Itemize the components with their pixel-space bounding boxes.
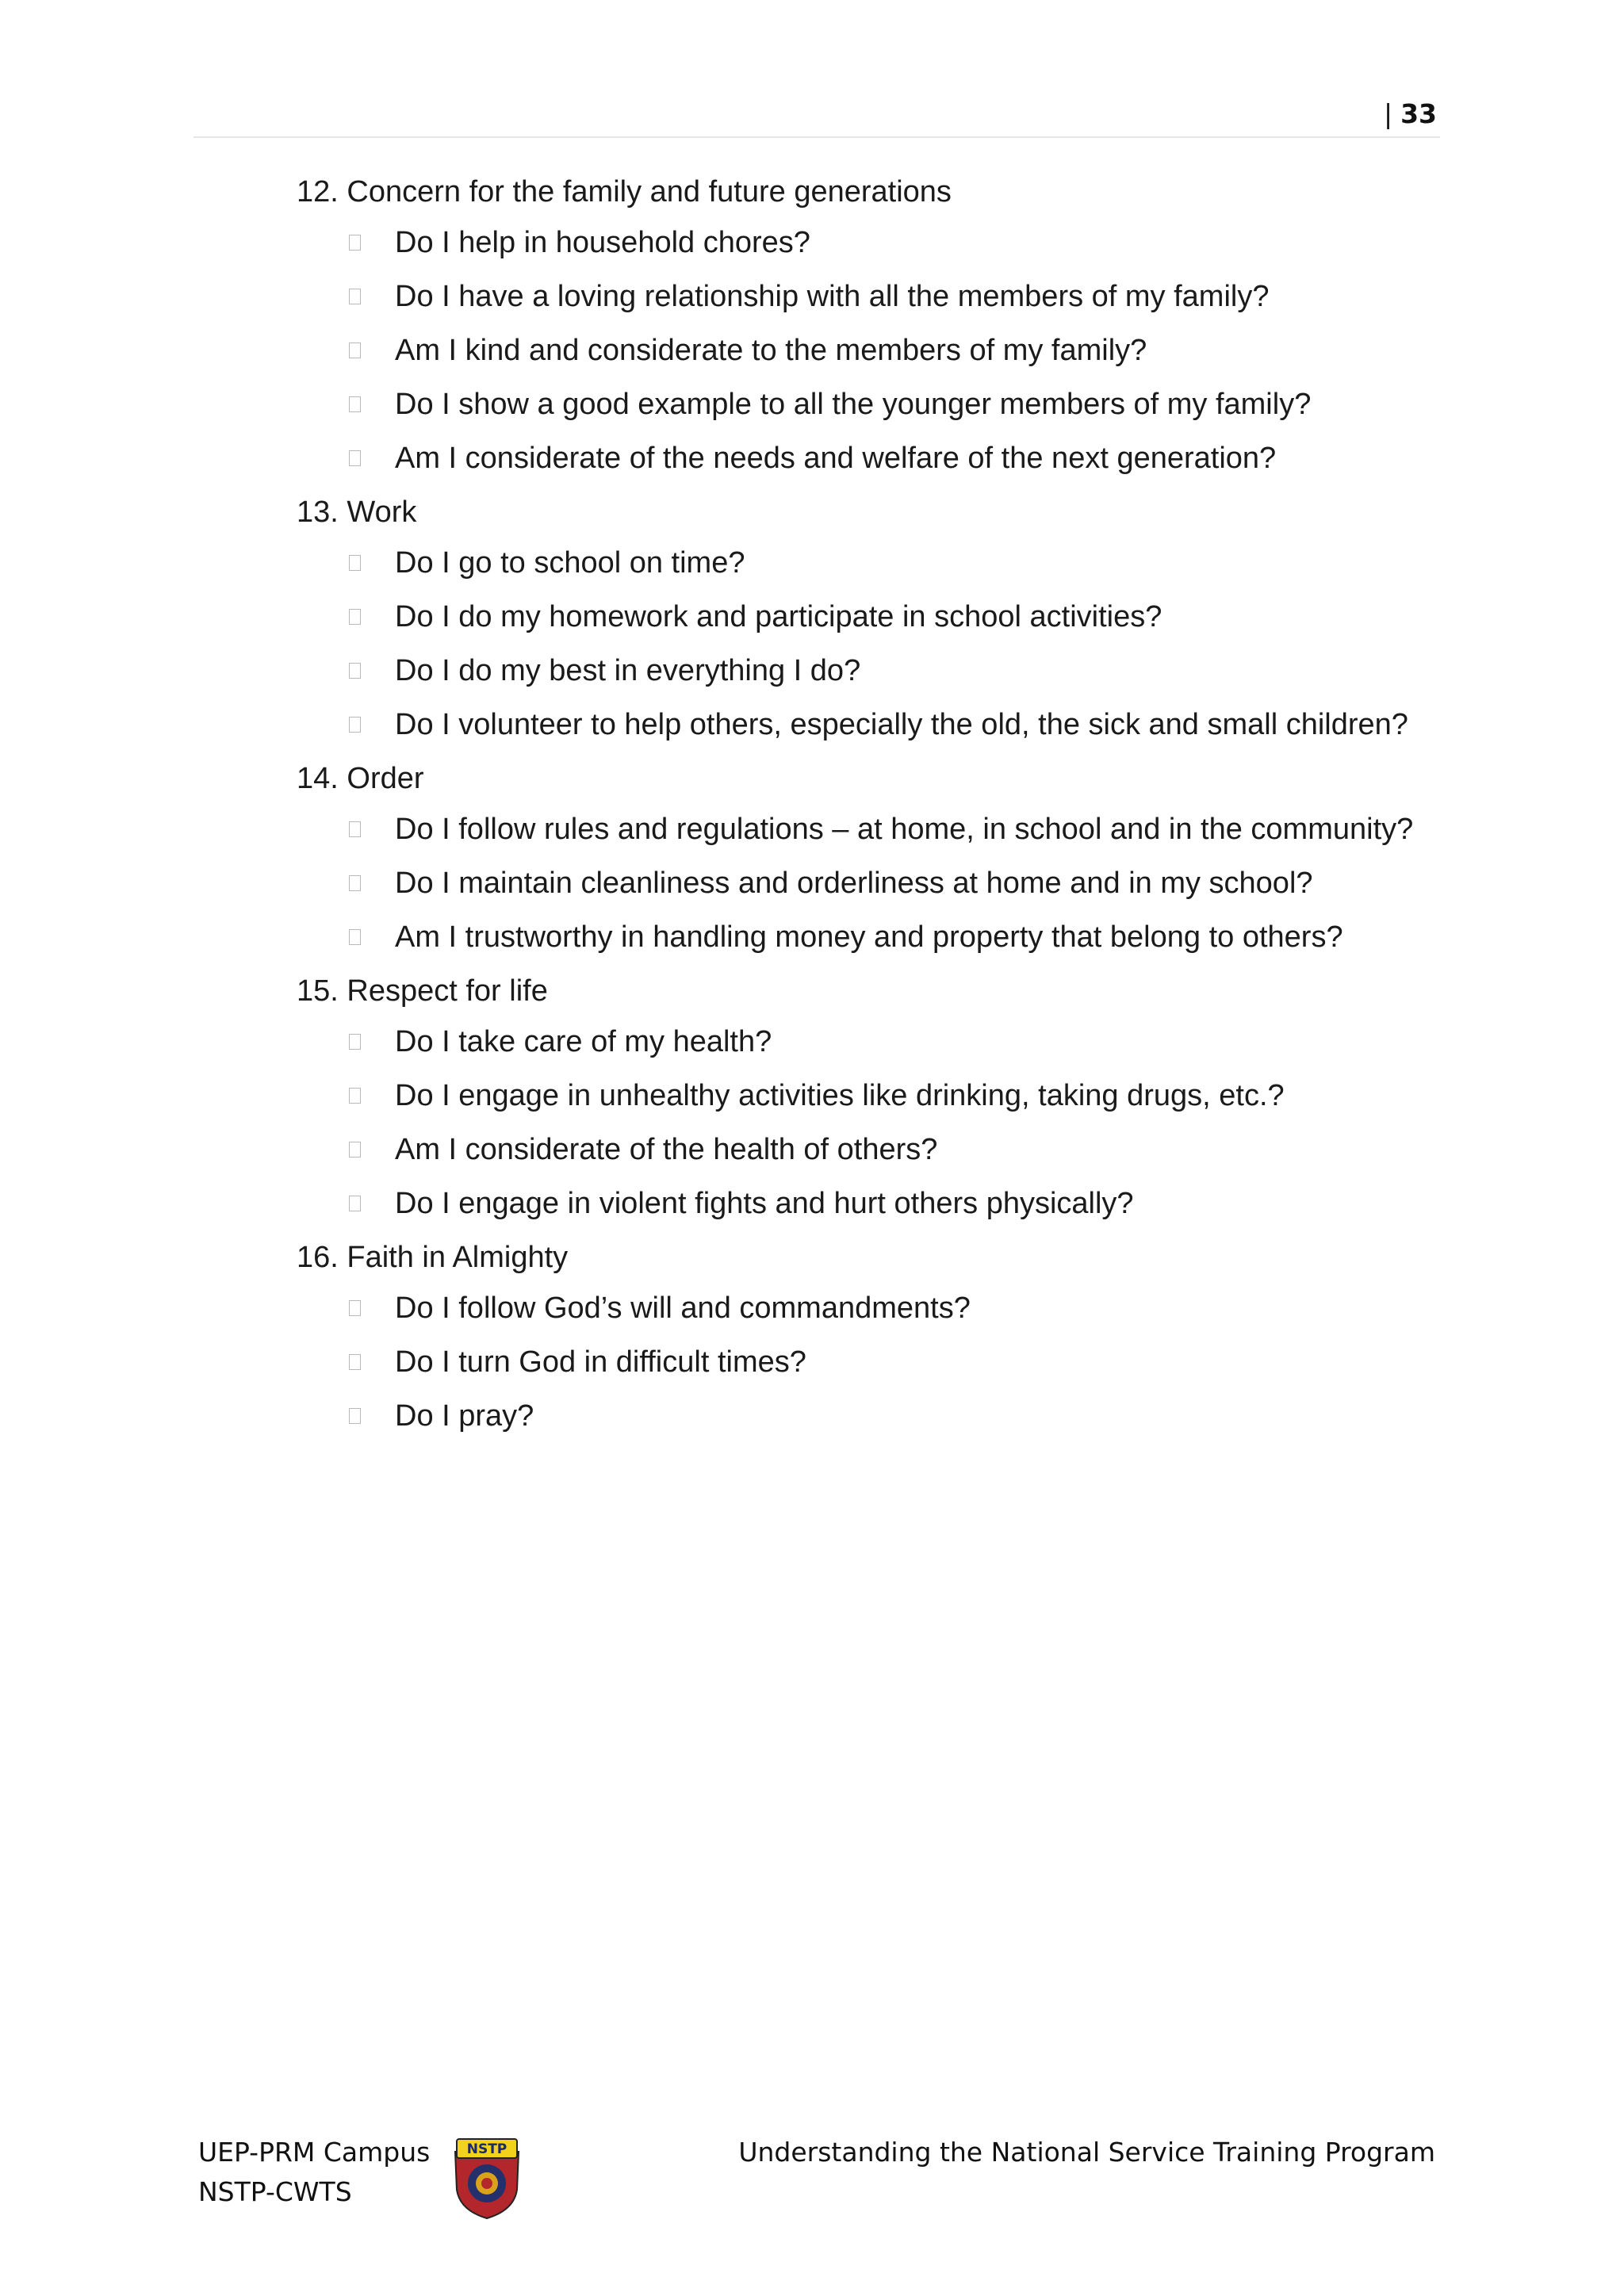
checkbox-icon [349, 1034, 361, 1050]
checkbox-icon [349, 235, 361, 251]
checkbox-icon [349, 1142, 361, 1158]
checklist-item [297, 1129, 1486, 1183]
checklist-item [297, 330, 1486, 384]
checklist-item-text: Do I do my best in everything I do? [395, 654, 861, 687]
section-title: 14. Order [297, 762, 424, 795]
checklist-item [297, 1075, 1486, 1129]
checklist-item-text: Do I have a loving relationship with all the members of my family? [395, 280, 1270, 313]
checklist-item-text: Do I engage in violent fights and hurt others physically? [395, 1187, 1134, 1220]
section-title: 13. Work [297, 496, 417, 529]
checklist-item [297, 916, 1486, 970]
checklist-item-text: Do I follow God’s will and commandments? [395, 1292, 971, 1325]
checkbox-icon [349, 450, 361, 466]
checklist-item [297, 1395, 1486, 1449]
checkbox-icon [349, 875, 361, 891]
checkbox-icon [349, 1088, 361, 1104]
nstp-logo-icon [450, 2137, 523, 2220]
checklist-content [297, 171, 1486, 1449]
checklist-item [297, 384, 1486, 438]
checklist-item-text: Do I help in household chores? [395, 226, 810, 259]
checklist-item-text: Do I pray? [395, 1399, 534, 1433]
checklist-item-text: Do I volunteer to help others, especially the old, the sick and small children? [395, 708, 1408, 741]
checklist-item [297, 863, 1486, 916]
footer-left [198, 2133, 430, 2212]
checkbox-icon [349, 663, 361, 679]
checkbox-icon [349, 929, 361, 945]
checklist-item-text: Do I engage in unhealthy activities like drinking, taking drugs, etc.? [395, 1079, 1285, 1112]
checkbox-icon [349, 342, 361, 358]
checklist-item-text: Am I trustworthy in handling money and property that belong to others? [395, 920, 1343, 954]
checkbox-icon [349, 1354, 361, 1370]
checklist-item [297, 650, 1486, 704]
footer-campus: UEP-PRM Campus [198, 2137, 431, 2168]
checklist-item-text: Am I considerate of the needs and welfare of the next generation? [395, 442, 1277, 475]
checklist-item [297, 1021, 1486, 1075]
checklist-item-text: Do I show a good example to all the younger members of my family? [395, 388, 1312, 421]
checkbox-icon [349, 1196, 361, 1211]
page-number [1384, 98, 1437, 129]
checklist-item [297, 1341, 1486, 1395]
checkbox-icon [349, 289, 361, 304]
checkbox-icon [349, 821, 361, 837]
checklist-item-text: Do I follow rules and regulations – at home, in school and in the community? [395, 813, 1414, 846]
checklist-item [297, 276, 1486, 330]
checkbox-icon [349, 396, 361, 412]
checkbox-icon [349, 717, 361, 733]
checklist-item-text: Am I kind and considerate to the members of my family? [395, 334, 1147, 367]
checklist-item [297, 542, 1486, 596]
checklist-item [297, 1288, 1486, 1341]
section-title: 15. Respect for life [297, 974, 548, 1008]
checklist-item [297, 596, 1486, 650]
checklist-item [297, 222, 1486, 276]
footer-right: Understanding the National Service Training Program [738, 2137, 1435, 2168]
checklist-item-text: Do I go to school on time? [395, 546, 745, 580]
header-divider [193, 136, 1440, 138]
checklist-item [297, 438, 1486, 492]
checklist-item-text: Do I take care of my health? [395, 1025, 772, 1058]
logo-text: NSTP [466, 2141, 508, 2157]
checkbox-icon [349, 555, 361, 571]
checkbox-icon [349, 1300, 361, 1316]
checklist-item-text: Am I considerate of the health of others? [395, 1133, 938, 1166]
footer-program: NSTP-CWTS [198, 2176, 352, 2207]
checkbox-icon [349, 609, 361, 625]
checkbox-icon [349, 1408, 361, 1424]
checklist-item [297, 1183, 1486, 1237]
checklist-item-text: Do I turn God in difficult times? [395, 1345, 806, 1379]
section-title: 16. Faith in Almighty [297, 1241, 569, 1274]
checklist-item-text: Do I do my homework and participate in school activities? [395, 600, 1162, 633]
checklist-item-text: Do I maintain cleanliness and orderliness at home and in my school? [395, 867, 1313, 900]
checklist-item [297, 704, 1486, 758]
page-number-value: 33 [1400, 98, 1437, 129]
header-separator: | [1383, 98, 1393, 129]
checklist-item [297, 809, 1486, 863]
section-title: 12. Concern for the family and future generations [297, 175, 952, 209]
